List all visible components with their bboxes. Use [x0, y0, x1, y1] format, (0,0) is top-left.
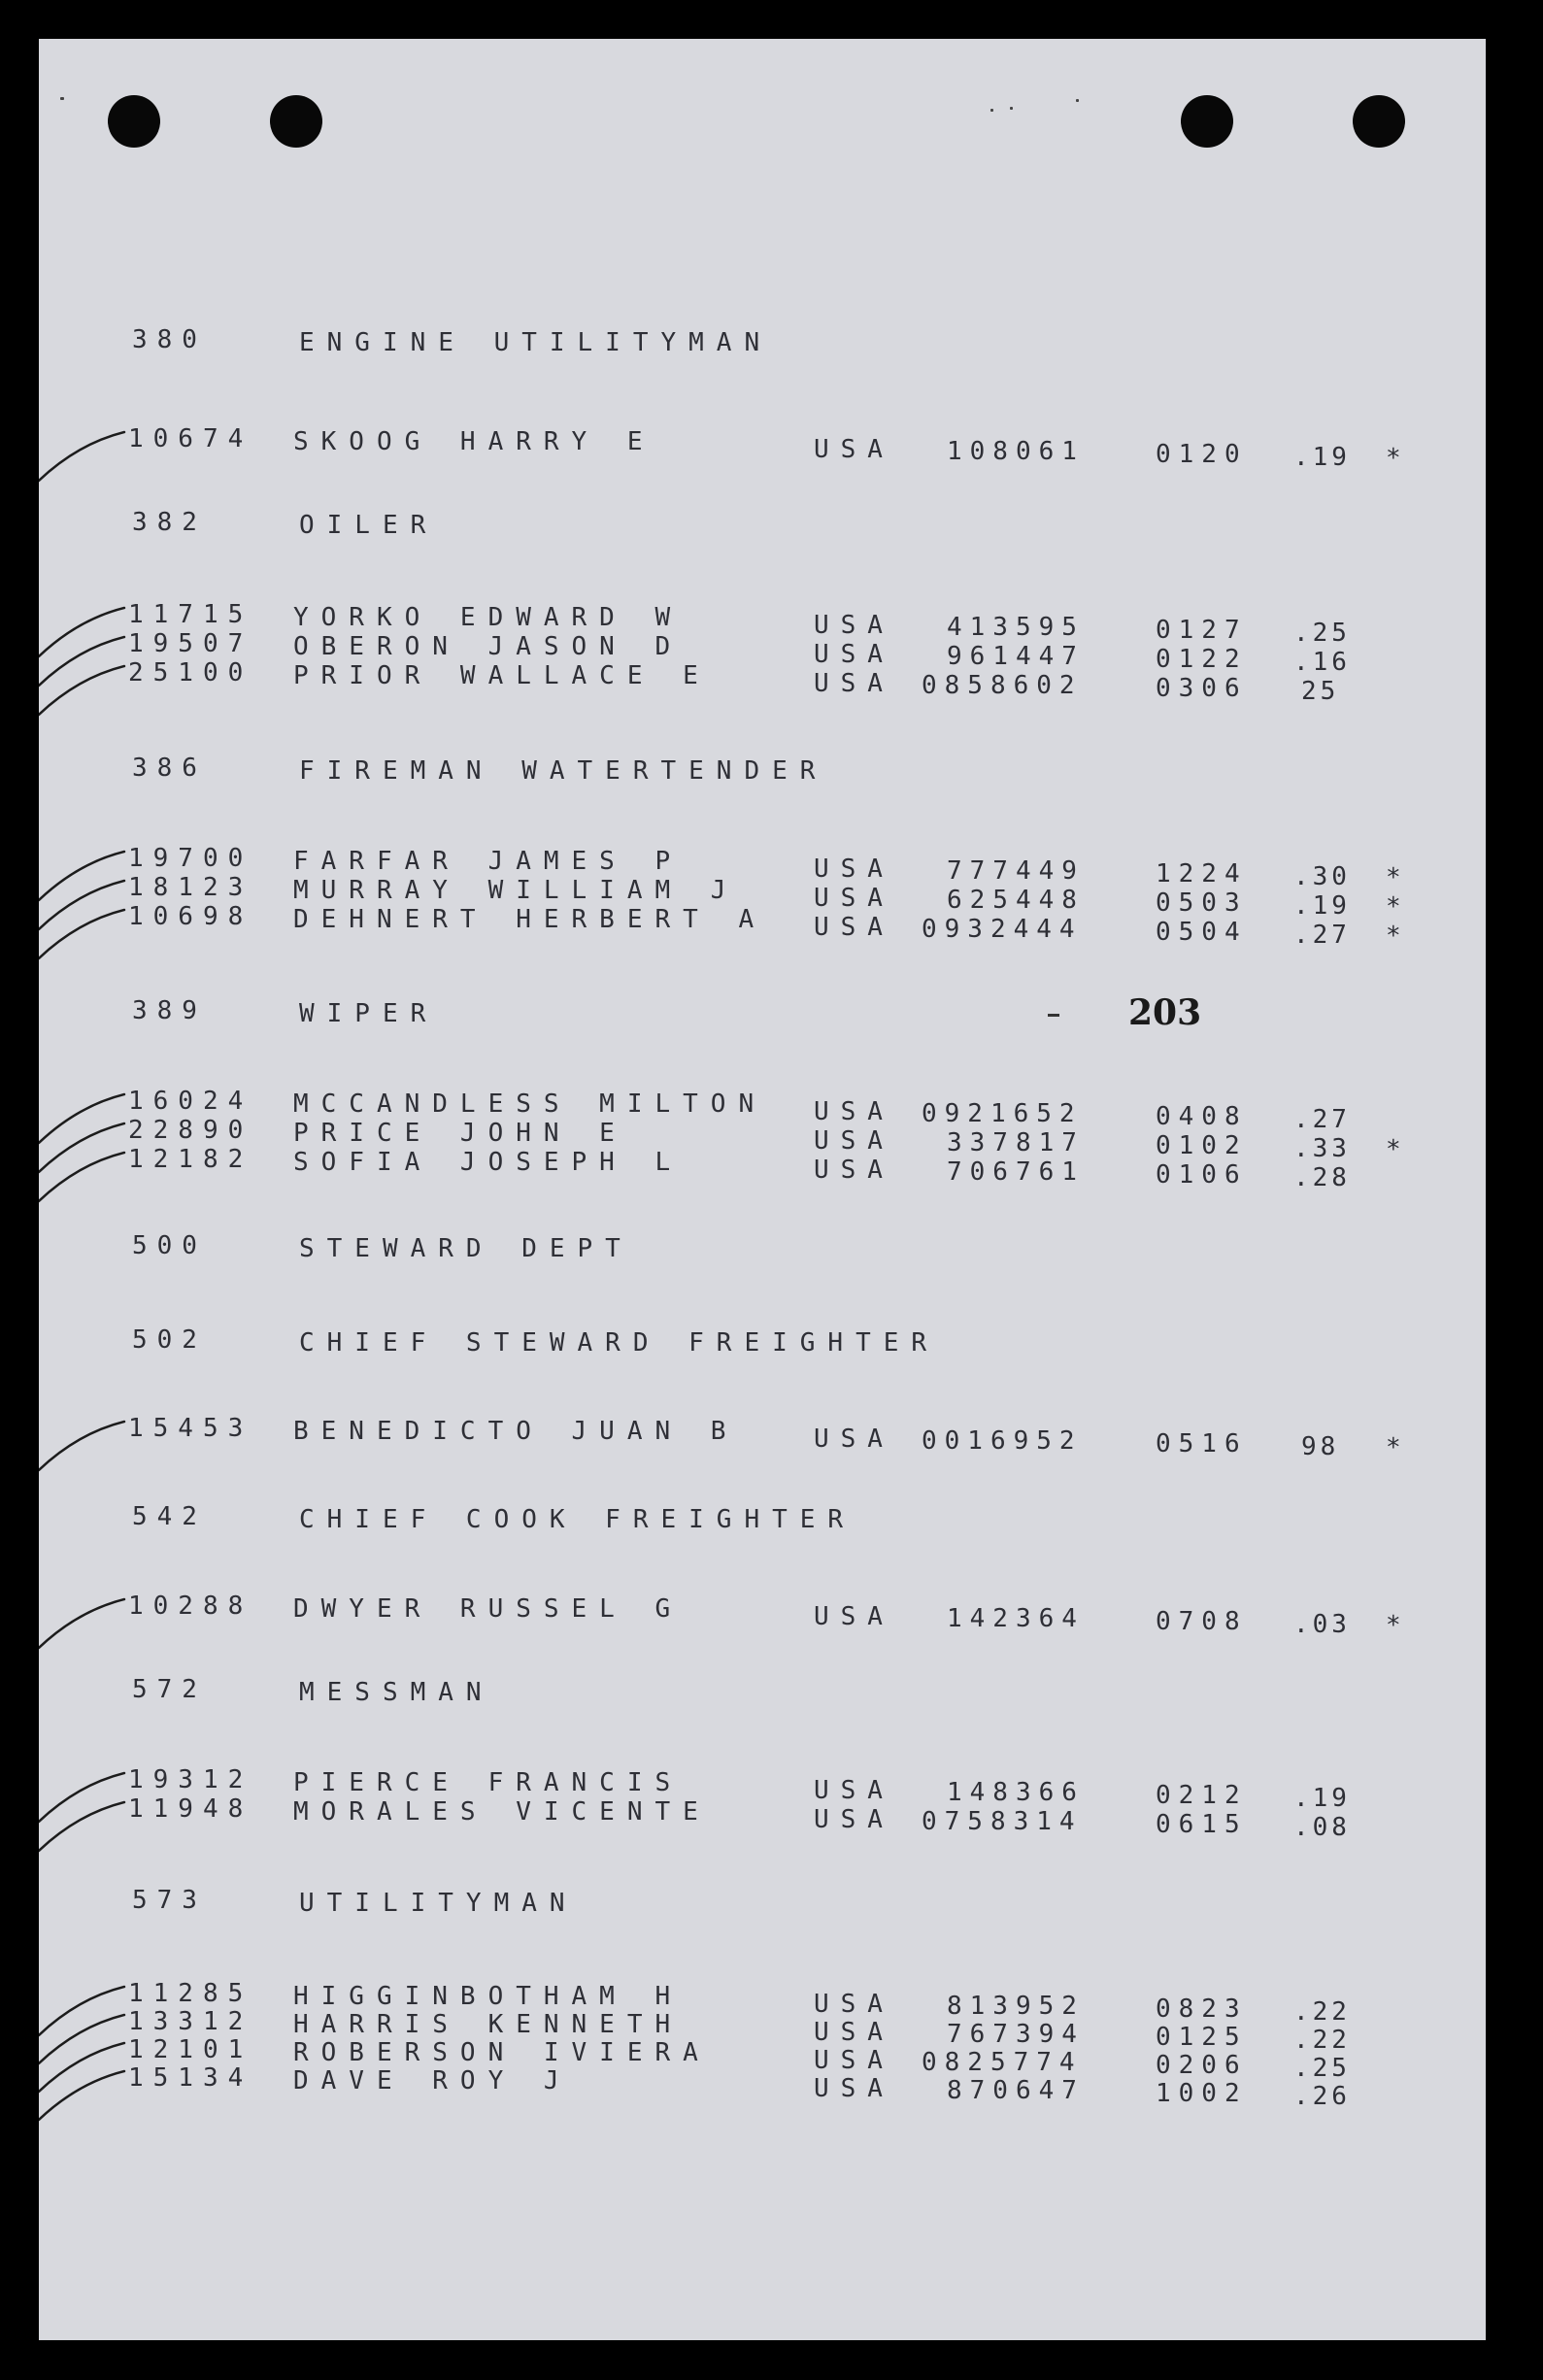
entry-citizenship: USA	[814, 1602, 894, 1631]
entry-number: 25100	[128, 658, 253, 687]
pencil-tick-mark	[39, 2071, 124, 2120]
entry-number: 19312	[128, 1765, 253, 1794]
entry-date: 0120	[1156, 440, 1248, 469]
entry-citizenship: USA	[814, 1126, 894, 1156]
entry-name: HIGGINBOTHAM H	[293, 1982, 684, 2011]
entry-number: 19507	[128, 629, 253, 658]
section-title: CHIEF STEWARD FREIGHTER	[299, 1328, 940, 1358]
stamp-dash	[1048, 1014, 1059, 1017]
entry-date: 0106	[1156, 1160, 1248, 1190]
section-title: OILER	[299, 511, 439, 540]
entry-code: 870647	[947, 2076, 1085, 2105]
entry-number: 18123	[128, 873, 253, 902]
entry-code: 777449	[947, 856, 1085, 886]
section-title: FIREMAN WATERTENDER	[299, 756, 828, 786]
section-title: WIPER	[299, 999, 439, 1028]
entry-name: YORKO EDWARD W	[293, 603, 684, 632]
entry-value: .16	[1293, 648, 1351, 677]
entry-citizenship: USA	[814, 913, 894, 942]
entry-number: 15453	[128, 1414, 253, 1443]
entry-date: 0408	[1156, 1102, 1248, 1131]
entry-citizenship: USA	[814, 2046, 894, 2075]
pencil-tick-mark	[39, 1987, 124, 2035]
entry-code: 0932444	[922, 915, 1083, 944]
entry-code: 0921652	[922, 1099, 1083, 1128]
entry-citizenship: USA	[814, 611, 894, 640]
entry-name: SOFIA JOSEPH L	[293, 1148, 684, 1177]
entry-date: 0306	[1156, 674, 1248, 703]
entry-name: PIERCE FRANCIS	[293, 1768, 684, 1797]
entry-date: 0122	[1156, 645, 1248, 674]
entry-number: 11948	[128, 1794, 253, 1824]
entry-code: 625448	[947, 886, 1085, 915]
entry-value: .19	[1293, 443, 1351, 472]
entry-citizenship: USA	[814, 1097, 894, 1126]
section-title: MESSMAN	[299, 1678, 494, 1707]
entry-name: MORALES VICENTE	[293, 1797, 711, 1827]
entry-star-mark: *	[1386, 1433, 1401, 1462]
entry-name: DAVE ROY J	[293, 2066, 572, 2095]
entry-citizenship: USA	[814, 1990, 894, 2019]
document-page	[39, 39, 1486, 2340]
entry-date: 0516	[1156, 1429, 1248, 1458]
entry-value: .28	[1293, 1163, 1351, 1192]
entry-value: .27	[1293, 921, 1351, 950]
entry-name: FARFAR JAMES P	[293, 847, 684, 876]
section-code: 500	[132, 1231, 207, 1260]
entry-citizenship: USA	[814, 669, 894, 698]
entry-value: .08	[1293, 1813, 1351, 1842]
entry-code: 148366	[947, 1778, 1085, 1807]
entry-citizenship: USA	[814, 1776, 894, 1805]
entry-value: .30	[1293, 862, 1351, 891]
entry-name: OBERON JASON D	[293, 632, 684, 661]
entry-date: 0127	[1156, 616, 1248, 645]
pencil-tick-mark	[39, 608, 124, 656]
pencil-tick-mark	[39, 1773, 124, 1822]
entry-code: 142364	[947, 1604, 1085, 1633]
pencil-tick-marks	[39, 39, 1486, 2340]
entry-value: .22	[1293, 1997, 1351, 2027]
entry-code: 961447	[947, 642, 1085, 671]
entry-value: .25	[1293, 2054, 1351, 2083]
entry-star-mark: *	[1386, 892, 1401, 922]
entry-star-mark: *	[1386, 444, 1401, 473]
entry-code: 813952	[947, 1992, 1085, 2021]
entry-number: 15134	[128, 2063, 253, 2093]
entry-name: MURRAY WILLIAM J	[293, 876, 739, 905]
entry-number: 11285	[128, 1979, 253, 2008]
entry-code: 0016952	[922, 1426, 1083, 1456]
entry-value: .19	[1293, 891, 1351, 921]
pencil-tick-mark	[39, 852, 124, 900]
entry-star-mark: *	[1386, 1611, 1401, 1640]
entry-citizenship: USA	[814, 640, 894, 669]
entry-citizenship: USA	[814, 855, 894, 884]
entry-name: HARRIS KENNETH	[293, 2010, 684, 2039]
pencil-tick-mark	[39, 2043, 124, 2092]
entry-code: 0758314	[922, 1807, 1083, 1836]
entry-date: 0615	[1156, 1810, 1248, 1839]
entry-name: DWYER RUSSEL G	[293, 1594, 684, 1624]
section-code: 542	[132, 1502, 207, 1531]
section-code: 389	[132, 996, 207, 1025]
section-code: 380	[132, 325, 207, 354]
entry-date: 0708	[1156, 1607, 1248, 1636]
entry-name: PRICE JOHN E	[293, 1119, 627, 1148]
section-title: ENGINE UTILITYMAN	[299, 328, 773, 357]
entry-number: 12101	[128, 2035, 253, 2064]
section-code: 502	[132, 1325, 207, 1355]
entry-citizenship: USA	[814, 435, 894, 464]
entry-name: SKOOG HARRY E	[293, 427, 655, 456]
section-title: CHIEF COOK FREIGHTER	[299, 1505, 856, 1534]
entry-citizenship: USA	[814, 1425, 894, 1454]
entry-value: 98	[1301, 1432, 1340, 1461]
entry-number: 12182	[128, 1145, 253, 1174]
entry-citizenship: USA	[814, 884, 894, 913]
entry-citizenship: USA	[814, 2074, 894, 2103]
entry-code: 0825774	[922, 2048, 1083, 2077]
entry-number: 10674	[128, 424, 253, 453]
entry-number: 22890	[128, 1116, 253, 1145]
entry-code: 767394	[947, 2020, 1085, 2049]
entry-number: 10288	[128, 1592, 253, 1621]
entry-code: 337817	[947, 1128, 1085, 1157]
entry-value: .33	[1293, 1134, 1351, 1163]
pencil-tick-mark	[39, 432, 124, 481]
section-code: 386	[132, 754, 207, 783]
section-title: STEWARD DEPT	[299, 1234, 633, 1263]
section-code: 382	[132, 508, 207, 537]
section-title: UTILITYMAN	[299, 1889, 578, 1918]
entry-number: 13312	[128, 2007, 253, 2036]
entry-star-mark: *	[1386, 922, 1401, 951]
entry-date: 0102	[1156, 1131, 1248, 1160]
entry-date: 1224	[1156, 859, 1248, 888]
entry-date: 0823	[1156, 1995, 1248, 2024]
entry-star-mark: *	[1386, 863, 1401, 892]
entry-citizenship: USA	[814, 2018, 894, 2047]
entry-citizenship: USA	[814, 1156, 894, 1185]
pencil-tick-mark	[39, 2015, 124, 2063]
entry-number: 11715	[128, 600, 253, 629]
entry-citizenship: USA	[814, 1805, 894, 1834]
entry-value: .25	[1293, 619, 1351, 648]
entry-code: 413595	[947, 613, 1085, 642]
entry-code: 0858602	[922, 671, 1083, 700]
entry-number: 19700	[128, 844, 253, 873]
entry-name: DEHNERT HERBERT A	[293, 905, 767, 934]
entry-number: 10698	[128, 902, 253, 931]
entry-code: 108061	[947, 437, 1085, 466]
entry-date: 0212	[1156, 1781, 1248, 1810]
pencil-tick-mark	[39, 1422, 124, 1470]
entry-name: MCCANDLESS MILTON	[293, 1089, 767, 1119]
entry-number: 16024	[128, 1087, 253, 1116]
entry-value: .22	[1293, 2026, 1351, 2055]
entry-date: 0504	[1156, 918, 1248, 947]
entry-date: 0125	[1156, 2023, 1248, 2052]
entry-value: .26	[1293, 2082, 1351, 2111]
entry-value: .27	[1293, 1105, 1351, 1134]
entry-date: 0206	[1156, 2051, 1248, 2080]
section-code: 573	[132, 1886, 207, 1915]
entry-name: PRIOR WALLACE E	[293, 661, 711, 690]
page-number-stamp: 203	[1128, 992, 1202, 1033]
entry-value: 25	[1301, 677, 1340, 706]
entry-date: 1002	[1156, 2079, 1248, 2108]
entry-value: .03	[1293, 1610, 1351, 1639]
entry-code: 706761	[947, 1157, 1085, 1187]
entry-name: BENEDICTO JUAN B	[293, 1417, 739, 1446]
entry-star-mark: *	[1386, 1135, 1401, 1164]
entry-name: ROBERSON IVIERA	[293, 2038, 711, 2067]
entry-date: 0503	[1156, 888, 1248, 918]
section-code: 572	[132, 1675, 207, 1704]
pencil-tick-mark	[39, 1094, 124, 1143]
pencil-tick-mark	[39, 1599, 124, 1648]
entry-value: .19	[1293, 1784, 1351, 1813]
